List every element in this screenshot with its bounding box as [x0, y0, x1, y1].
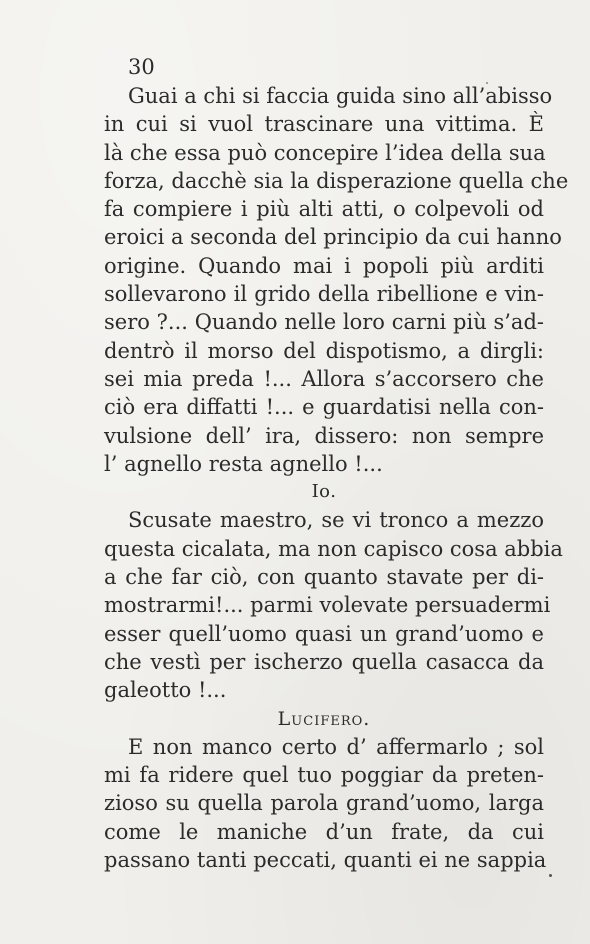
text-line: galeotto !... [104, 678, 227, 703]
paper-speck [486, 82, 488, 84]
text-line: in cui si vuol trascinare una vittima. È [104, 112, 544, 137]
text-line: a che far ciò, con quanto stavate per di- [104, 565, 544, 590]
text-line: eroici a seconda del principio da cui hanno [104, 225, 562, 250]
text-line: come le maniche d’un frate, da cui [104, 819, 544, 844]
paper-speck [549, 874, 552, 877]
text-line: passano tanti peccati, quanti ei ne sappia [104, 848, 547, 873]
text-line: esser quell’uomo quasi un grand’uomo e [104, 621, 544, 646]
text-line: fa compiere i più alti atti, o colpevoli od [104, 197, 544, 222]
body-text [104, 82, 569, 874]
text-line: forza, dacchè sia la disperazione quella che [104, 168, 569, 193]
text-line: Scusate maestro, se vi tronco a mezzo [128, 508, 544, 533]
text-line: sei mia preda !... Allora s’accorsero che [104, 366, 544, 391]
text-line: mi fa ridere quel tuo poggiar da preten- [104, 763, 544, 788]
text-line: mostrarmi!... parmi volevate persuadermi [104, 593, 551, 618]
text-line: zioso su quella parola grand’uomo, larga [104, 791, 544, 816]
text-line: sollevarono il grido della ribellione e vin- [104, 282, 544, 307]
text-line: E non manco certo d’ affermarlo ; sol [128, 734, 544, 759]
text-line: questa cicalata, ma non capisco cosa abbia [104, 536, 563, 561]
text-line: sero ?... Quando nelle loro carni più s’ad- [104, 310, 544, 335]
text-line: Guai a chi si faccia guida sino all’abisso [128, 84, 553, 108]
text-line: che vestì per ischerzo quella casacca da [104, 649, 544, 674]
text-line: dentrò il morso del dispotismo, a dirgli: [104, 338, 544, 363]
speaker-label: Lucifero. [277, 707, 371, 730]
text-line: l’ agnello resta agnello !... [104, 451, 383, 476]
text-line: origine. Quando mai i popoli più arditi [104, 253, 544, 278]
page-number: 30 [128, 55, 155, 79]
text-line: là che essa può concepire l’idea della sua [104, 140, 546, 165]
text-line: vulsione dell’ ira, dissero: non sempre [104, 423, 544, 448]
text-line: ciò era diffatti !... e guardatisi nella con- [104, 395, 544, 420]
speaker-label: Io. [311, 481, 337, 503]
